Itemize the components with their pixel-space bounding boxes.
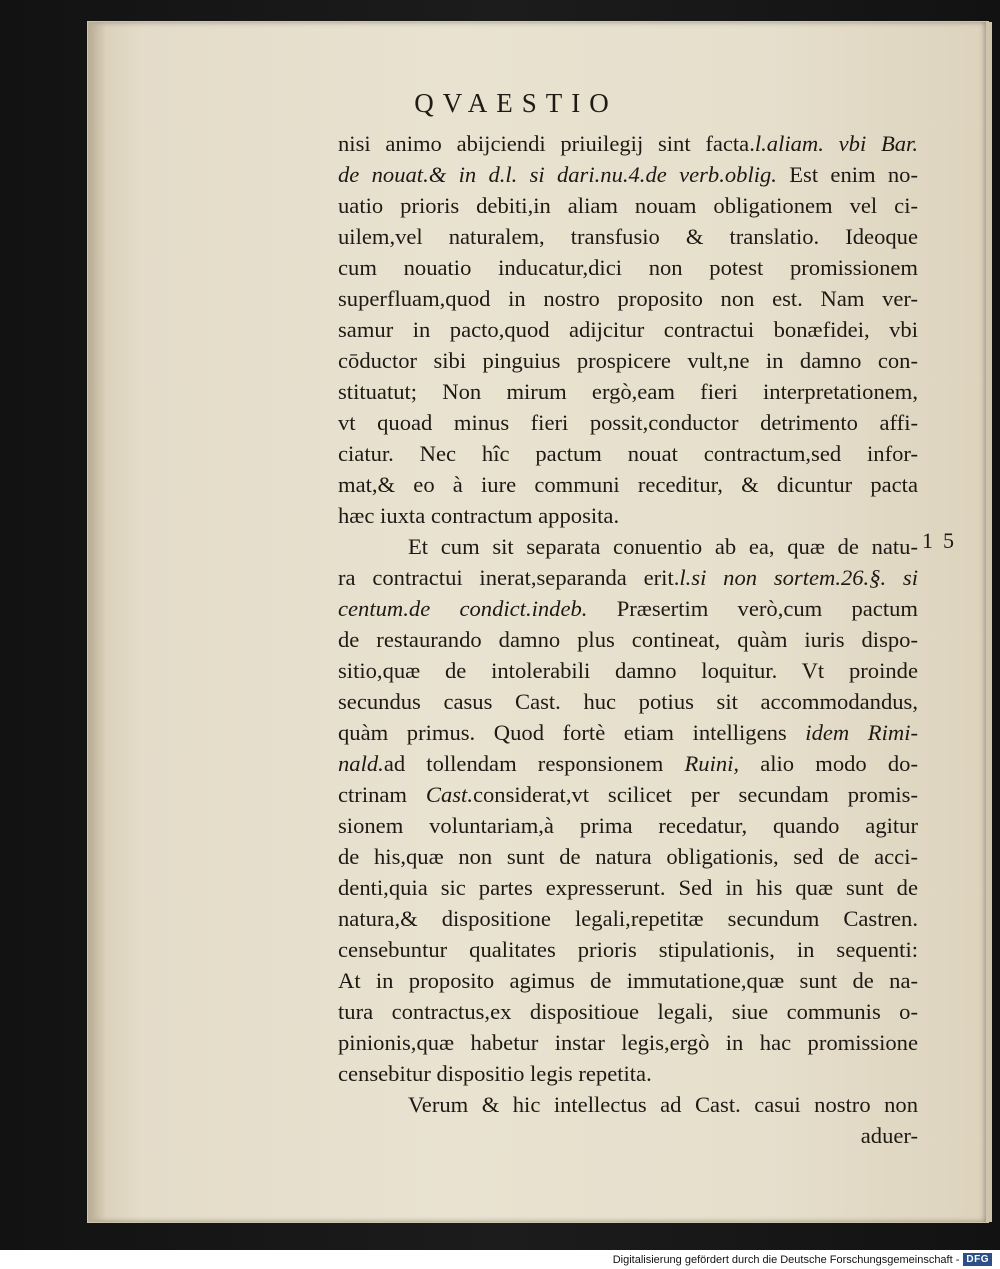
text-line: [338, 190, 918, 221]
text-run: natura,& dispositione legali,repetitæ secundum Castren.: [338, 906, 918, 931]
text-run: mat,& eo à iure communi receditur, & dicuntur pacta: [338, 472, 918, 497]
citation-text: nald.: [338, 751, 384, 776]
text-run: de restaurando damno plus contineat, quàm iuris dispo-: [338, 627, 918, 652]
text-run: quàm primus. Quod fortè etiam intelligens: [338, 720, 806, 745]
text-run: denti,quia sic partes expresserunt. Sed in his quæ sunt de: [338, 875, 918, 900]
citation-text: centum.de condict.indeb.: [338, 596, 588, 621]
text-line: [338, 562, 918, 593]
text-line: [338, 655, 918, 686]
text-line: [338, 996, 918, 1027]
text-line: [338, 717, 918, 748]
footer-bar: [0, 1250, 1000, 1269]
text-line: [338, 1120, 918, 1151]
text-line: [338, 593, 918, 624]
text-run: censebitur dispositio legis repetita.: [338, 1061, 652, 1086]
text-run: Præsertim verò,cum pactum: [587, 596, 918, 621]
text-line: [338, 872, 918, 903]
page-header: QVAESTIO: [414, 88, 618, 118]
text-line: [338, 500, 918, 531]
text-run: sionem voluntariam,à prima recedatur, quando agitur: [338, 813, 918, 838]
text-run: censebuntur qualitates prioris stipulationis, in sequenti:: [338, 937, 918, 962]
text-line: [338, 686, 918, 717]
text-line: [338, 221, 918, 252]
text-run: cōductor sibi pinguius prospicere vult,ne in damno con-: [338, 348, 918, 373]
text-run: superfluam,quod in nostro proposito non est. Nam ver-: [338, 286, 918, 311]
text-line: [338, 810, 918, 841]
body-text: [338, 128, 918, 1151]
text-run: considerat,vt scilicet per secundam promis-: [472, 782, 918, 807]
citation-text: Cast.: [425, 782, 473, 807]
dfg-logo: DFG: [963, 1253, 992, 1266]
text-run: nisi animo abijciendi priuilegij sint facta.: [338, 131, 755, 156]
text-line: [338, 469, 918, 500]
text-line: [338, 128, 918, 159]
text-run: uilem,vel naturalem, transfusio & translatio. Ideoque: [338, 224, 918, 249]
text-run: pinionis,quæ habetur instar legis,ergò in hac promissione: [338, 1030, 918, 1055]
text-line: [338, 252, 918, 283]
text-line: [338, 1027, 918, 1058]
text-run: Est enim no-: [776, 162, 918, 187]
page-number: 15: [922, 528, 964, 553]
text-line: [338, 903, 918, 934]
text-line: [338, 841, 918, 872]
text-line: [338, 407, 918, 438]
text-run: samur in pacto,quod adijcitur contractui bonæfidei, vbi: [338, 317, 918, 342]
text-run: stituatut; Non mirum ergò,eam fieri interpretationem,: [338, 379, 918, 404]
page-gutter-shadow: [88, 22, 106, 1222]
text-run: de his,quæ non sunt de natura obligationis, sed de acci-: [338, 844, 918, 869]
text-run: uatio prioris debiti,in aliam nouam obligationem vel ci-: [338, 193, 918, 218]
text-line: [338, 314, 918, 345]
text-run: ciatur. Nec hîc pactum nouat contractum,sed infor-: [338, 441, 918, 466]
text-run: secundus casus Cast. huc potius sit accommodandus,: [338, 689, 918, 714]
citation-text: idem Rimi-: [805, 720, 918, 745]
text-line: [338, 1089, 918, 1120]
text-run: Et cum sit separata conuentio ab ea, quæ de natu-: [408, 534, 918, 559]
text-run: aduer-: [860, 1123, 918, 1148]
text-run: hæc iuxta contractum apposita.: [338, 503, 620, 528]
text-line: [338, 376, 918, 407]
text-run: At in proposito agimus de immutatione,quæ sunt de na-: [338, 968, 918, 993]
text-run: ctrinam: [338, 782, 426, 807]
page-right-edge: [986, 22, 992, 1222]
text-run: cum nouatio inducatur,dici non potest promissionem: [338, 255, 918, 280]
text-run: vt quoad minus fieri possit,conductor detrimento affi-: [338, 410, 918, 435]
text-line: [338, 345, 918, 376]
text-line: [338, 748, 918, 779]
text-run: ad tollendam responsionem: [383, 751, 685, 776]
text-line: [338, 159, 918, 190]
text-line: [338, 624, 918, 655]
text-run: Verum & hic intellectus ad Cast. casui nostro non: [408, 1092, 918, 1117]
text-line: [338, 965, 918, 996]
footer-credit: Digitalisierung gefördert durch die Deutsche Forschungsgemeinschaft -: [612, 1253, 960, 1266]
text-run: ra contractui inerat,separanda erit.: [338, 565, 680, 590]
text-run: sitio,quæ de intolerabili damno loquitur. Vt proinde: [338, 658, 918, 683]
text-line: [338, 283, 918, 314]
citation-text: de nouat.& in d.l. si dari.nu.4.de verb.oblig.: [338, 162, 777, 187]
text-run: alio modo do-: [739, 751, 918, 776]
text-line: [338, 934, 918, 965]
text-line: [338, 531, 918, 562]
text-line: [338, 779, 918, 810]
text-line: [338, 1058, 918, 1089]
citation-text: l.aliam. vbi Bar.: [754, 131, 918, 156]
citation-text: l.si non sortem.26.§. si: [679, 565, 918, 590]
text-run: tura contractus,ex dispositioue legali, siue communis o-: [338, 999, 918, 1024]
text-line: [338, 438, 918, 469]
citation-text: Ruini,: [684, 751, 740, 776]
